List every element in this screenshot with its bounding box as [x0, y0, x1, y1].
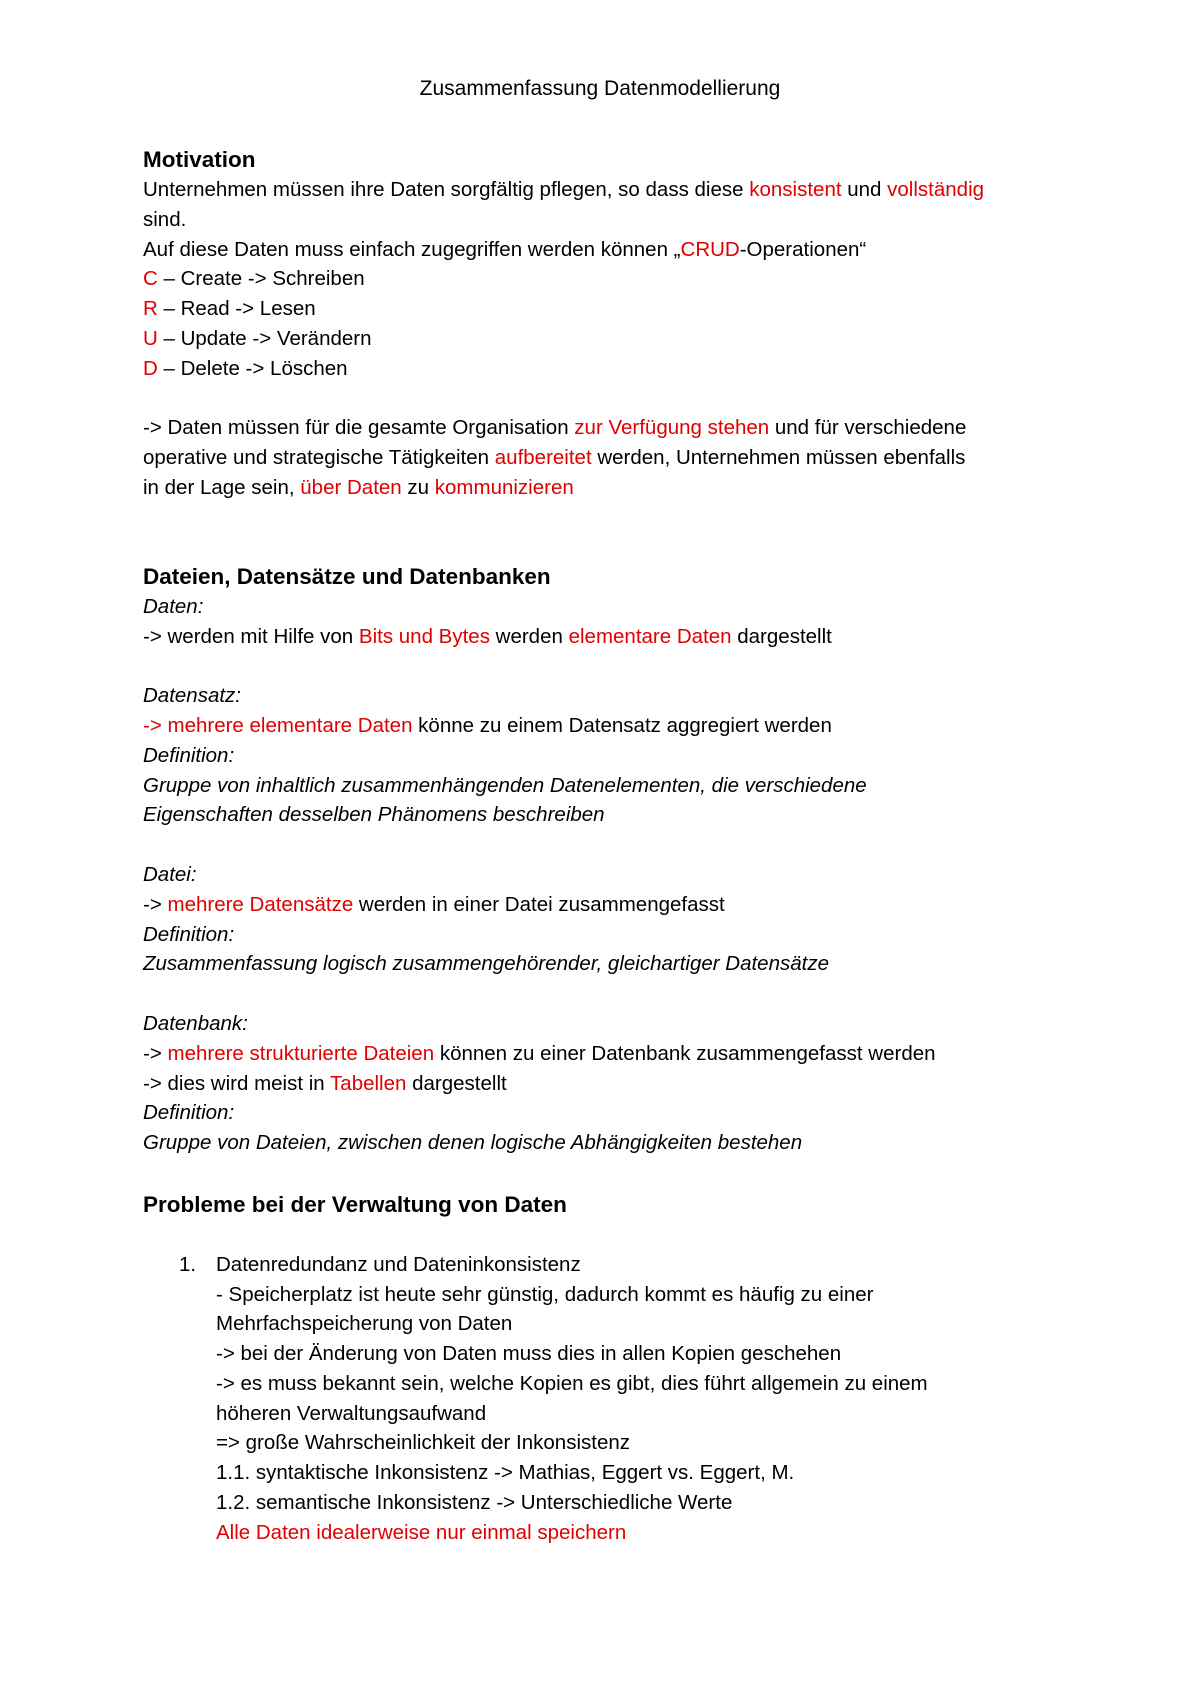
spacer [143, 1220, 1103, 1250]
crud-text: – Read -> Lesen [157, 297, 316, 321]
highlight-verfuegung: zur Verfügung stehen [574, 416, 770, 440]
spacer [143, 384, 1103, 414]
highlight-konsistent: konsistent [749, 178, 842, 201]
highlight-crud: CRUD [680, 237, 740, 261]
crud-letter: U [143, 326, 158, 350]
spacer [143, 830, 1103, 860]
heading-dateien: Dateien, Datensätze und Datenbanken [143, 563, 551, 589]
highlight-strukturierte-dateien: mehrere strukturierte Dateien [167, 1041, 435, 1065]
crud-delete [143, 354, 1103, 384]
list-line: - Speicherplatz ist heute sehr günstig, dadurch kommt es häufig zu einer [216, 1282, 874, 1306]
daten-line [143, 622, 1103, 652]
spacer [143, 979, 1103, 1009]
text: werden in einer Datei zusammengefasst [353, 892, 725, 916]
datensatz-line [143, 711, 1103, 741]
text: -> dies wird meist in [143, 1071, 331, 1095]
list-number: 1. [179, 1252, 197, 1276]
highlight-tabellen: Tabellen [330, 1071, 407, 1095]
motivation-paragraph-line-2 [143, 443, 1103, 473]
text: Unternehmen müssen ihre Daten sorgfältig pflegen, so dass diese [143, 178, 750, 201]
list-line: höheren Verwaltungsaufwand [216, 1401, 487, 1425]
label-definition: Definition: [143, 922, 235, 946]
list-line: -> bei der Änderung von Daten muss dies in allen Kopien geschehen [216, 1342, 842, 1366]
text: Auf diese Daten muss einfach zugegriffen werden können „ [143, 237, 681, 261]
highlight-mehrere-datensaetze: mehrere Datensätze [167, 892, 354, 916]
list-line: => große Wahrscheinlichkeit der Inkonsistenz [216, 1431, 630, 1455]
label-datenbank: Datenbank: [143, 1011, 248, 1035]
label-datei: Datei: [143, 862, 197, 886]
spacer [143, 1158, 1103, 1190]
text: werden, Unternehmen müssen ebenfalls [591, 446, 966, 470]
datenbank-line-1 [143, 1039, 1103, 1069]
crud-text: – Create -> Schreiben [157, 267, 365, 291]
crud-text: – Delete -> Löschen [157, 356, 348, 380]
list-highlight-line: Alle Daten idealerweise nur einmal speichern [216, 1520, 627, 1544]
datensatz-definition-line-2: Eigenschaften desselben Phänomens beschreiben [143, 803, 605, 827]
highlight-elementare-daten: elementare Daten [568, 624, 732, 648]
motivation-line-3 [143, 235, 1103, 265]
highlight-kommunizieren: kommunizieren [434, 475, 574, 499]
highlight-bits-bytes: Bits und Bytes [358, 624, 490, 648]
text: -> [143, 1041, 168, 1065]
crud-create [143, 264, 1103, 294]
text: zu [401, 475, 435, 499]
datenbank-line-2 [143, 1069, 1103, 1099]
spacer [143, 651, 1103, 681]
text: dargestellt [406, 1071, 507, 1095]
motivation-line-1 [143, 175, 1103, 205]
text: in der Lage sein, [143, 475, 301, 499]
crud-letter: C [143, 267, 158, 291]
motivation-paragraph-line-3 [143, 473, 1103, 503]
crud-letter: D [143, 356, 158, 380]
datensatz-definition-line-1: Gruppe von inhaltlich zusammenhängenden Datenelementen, die verschiedene [143, 773, 867, 797]
list-item [179, 1250, 1103, 1548]
text: und für verschiedene [769, 416, 967, 440]
text: und [841, 178, 888, 201]
crud-letter: R [143, 297, 158, 321]
highlight-aufbereitet: aufbereitet [494, 446, 592, 470]
text: operative und strategische Tätigkeiten [143, 446, 495, 470]
document-body [143, 145, 1103, 1548]
datei-definition: Zusammenfassung logisch zusammengehörender, gleichartiger Datensätze [143, 952, 829, 976]
spacer [143, 503, 1103, 562]
list-line: 1.1. syntaktische Inkonsistenz -> Mathias, Eggert vs. Eggert, M. [216, 1461, 795, 1485]
crud-text: – Update -> Verändern [157, 326, 372, 350]
text: -> werden mit Hilfe von [143, 624, 359, 648]
text: werden [489, 624, 569, 648]
list-line: -> es muss bekannt sein, welche Kopien es gibt, dies führt allgemein zu einem [216, 1371, 928, 1395]
text: können zu einer Datenbank zusammengefasst werden [434, 1041, 936, 1065]
label-datensatz: Datensatz: [143, 684, 241, 708]
text: dargestellt [731, 624, 832, 648]
numbered-list [179, 1250, 1103, 1548]
text: könne zu einem Datensatz aggregiert werden [412, 713, 832, 737]
label-daten: Daten: [143, 594, 204, 618]
heading-probleme: Probleme bei der Verwaltung von Daten [143, 1191, 567, 1217]
document-title: Zusammenfassung Datenmodellierung [419, 77, 781, 100]
crud-read [143, 294, 1103, 324]
list-line: 1.2. semantische Inkonsistenz -> Unterschiedliche Werte [216, 1491, 733, 1515]
crud-update [143, 324, 1103, 354]
heading-motivation: Motivation [143, 147, 256, 172]
list-line: Datenredundanz und Dateninkonsistenz [216, 1252, 581, 1276]
datenbank-definition: Gruppe von Dateien, zwischen denen logische Abhängigkeiten bestehen [143, 1131, 803, 1155]
label-definition: Definition: [143, 1101, 235, 1125]
motivation-line-2: sind. [143, 207, 187, 231]
label-definition: Definition: [143, 743, 235, 767]
datei-line [143, 890, 1103, 920]
text: -Operationen“ [739, 237, 867, 261]
text: -> Daten müssen für die gesamte Organisation [143, 416, 575, 440]
highlight-vollstaendig: vollständig [887, 178, 985, 201]
text: -> [143, 892, 168, 916]
highlight-ueber-daten: über Daten [300, 475, 402, 499]
highlight-mehrere-elementare-daten: -> mehrere elementare Daten [143, 713, 413, 737]
motivation-paragraph-line-1 [143, 413, 1103, 443]
list-line: Mehrfachspeicherung von Daten [216, 1312, 513, 1336]
